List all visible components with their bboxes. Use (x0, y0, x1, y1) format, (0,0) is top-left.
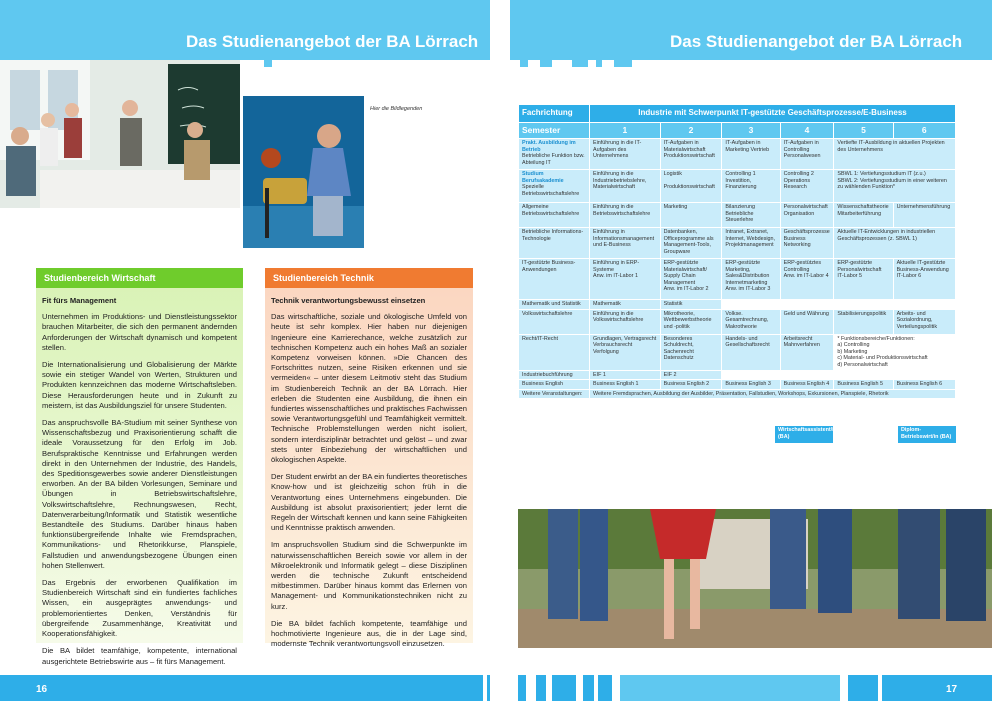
deco-block (596, 60, 602, 67)
cell-line: Besonderes Schuldrecht, Sachenrecht (663, 335, 694, 355)
cell-line: Produktionswirtschaft (663, 153, 715, 160)
table-cell (894, 371, 955, 380)
deco-block (572, 60, 588, 67)
note-line: * Funktionsbereiche/Funktionen: (837, 335, 915, 342)
footer-band-left (0, 675, 483, 701)
wirtschaft-paragraph: Unternehmen im Produktions- und Dienstleistungssektor brauchen Mitarbeiter, die sich den permanent ändernden Anforderungen der Wirtschaft dynamisch und kompetent stellen. (42, 312, 237, 352)
table-row-header: Weitere Veranstaltungen: (519, 390, 589, 399)
deco-block (520, 60, 528, 67)
footer-band (552, 675, 576, 701)
table-row-header (519, 170, 589, 202)
cell-line: IT-Aufgaben in Controlling (783, 140, 819, 153)
table-cell: Marketing (661, 203, 722, 227)
table-cell (834, 371, 892, 380)
table-row-header: Allgemeine Betriebswirtschaftslehre (519, 203, 589, 227)
table-cell: Arbeits- und Sozialordnung, Verteilungspolitik (894, 310, 955, 334)
cell-line: IT-Labor 5 (837, 273, 862, 280)
table-cell (722, 371, 779, 380)
footer-band-right (882, 675, 992, 701)
table-cell: Business English 3 (722, 380, 779, 389)
table-cell: Einführung in die Volkswirtschaftslehre (590, 310, 660, 334)
table-cell (781, 371, 834, 380)
cell-line: Personalwesen (783, 153, 821, 160)
semester-number: 4 (781, 123, 834, 138)
table-cell (894, 300, 955, 309)
table-cell (661, 170, 722, 202)
table-cell: Aktuelle IT-Entwicklungen in industriellen Geschäftsprozessen (z. SBWL 1) (834, 228, 955, 258)
table-cell (722, 170, 779, 202)
table-cell: Unternehmensführung (894, 203, 955, 227)
cell-line: ERP-gestützte Personalwirtschaft (837, 260, 882, 273)
semester-number: 2 (661, 123, 722, 138)
table-cell: Einführung in die IT-Aufgaben des Unternehmens (590, 139, 660, 169)
table-cell (781, 228, 834, 258)
table-cell (661, 259, 722, 299)
table-cell (590, 335, 660, 370)
cell-line: Controlling 1 (725, 171, 756, 177)
table-cell (661, 335, 722, 370)
semester-label: Semester (519, 123, 589, 138)
table-cell: IT-Aufgaben in Marketing Vertrieb (722, 139, 779, 169)
table-cell: Mathematik (590, 300, 660, 309)
table-cell (834, 300, 892, 309)
table-cell: Business English 2 (661, 380, 722, 389)
cell-line: Business Networking (783, 235, 811, 249)
cell-line: SBWL 2: Vertiefungsstudium in einer weiteren zu wählenden Funktion* (837, 177, 947, 191)
technik-title: Studienbereich Technik (265, 268, 473, 288)
deco-block (540, 60, 552, 67)
page-number-right: 17 (946, 684, 958, 695)
table-cell: Mikrotheorie, Wettbewerbstheorie und -politik (661, 310, 722, 334)
table-cell: EIF 2 (661, 371, 722, 380)
deco-block (264, 60, 272, 67)
footer-band (598, 675, 612, 701)
cell-line: Verbrauchsrecht (593, 342, 633, 349)
table-cell (834, 259, 892, 299)
table-row-header: Betriebliche Informations-Technologie (519, 228, 589, 258)
table-cell: Business English 1 (590, 380, 660, 389)
cell-line: Bilanzierung (725, 204, 756, 210)
cell-line: ERP-gestützte Materialwirtschaft/ Supply Chain Management (663, 260, 708, 286)
cell-line: Operations Research (783, 177, 811, 191)
table-cell (722, 259, 779, 299)
table-cell (781, 139, 834, 169)
technik-paragraph: Die BA bildet fachlich kompetente, teamfähige und hochmotivierte Ingenieure aus, die in der Lage sind, modernste Technik verantwortungsvoll einzusetzen. (271, 618, 467, 649)
technik-paragraph: Der Student erwirbt an der BA ein fundiertes theoretisches Know-how und ist gleichzeitig schon früh in die Verantwortung eines Unternehmens eingebunden. Die Ausbildung ist absolut praxisorientiert; jeder lernt die Regeln der Wirtschaft kennen und kann seine Fähigkeiten und Kenntnisse praktisch anwenden. (271, 472, 467, 533)
cell-line: IT-Labor 6 (896, 273, 922, 280)
footer-band (487, 675, 490, 701)
table-cell: Business English 6 (894, 380, 955, 389)
wirtschaft-paragraph: Die Internationalisierung und Globalisierung der Märkte sowie ein stetiger Wandel von Werten, Strukturen und Produkten kennzeichnen das moderne Wirtschaftsleben. Diese Herausforderungen heute und in Zukunft zu meistern, ist das Ausbildungsziel für unsere Studenten. (42, 360, 237, 410)
wirtschaft-paragraph: Das Ergebnis der erworbenen Qualifikation im Studienbereich Wirtschaft sind ein fundiertes fachliches Wissen, ein ausgeprägtes anwendungs- und problemorientiertes Denken, Verständnis für übergreifende Zusammenhänge, Kreativität und Kooperationsfähigkeit. (42, 578, 237, 639)
cell-line: Anw. im IT-Labor 4 (783, 273, 829, 280)
technik-paragraph: Das wirtschaftliche, soziale und ökologische Umfeld von heute ist sehr komplex. Hier haben nur diejenigen Ingenieure eine Karrierechance, welche zusätzlich zur technischen Kompetenz auch ein hohes Maß an sozialer Kompetenz vorweisen können. »Die Chancen des Fortschrittes nutzen, seine Risiken erkennen und sie vermeiden« – unter diesem Leitmotiv steht das Studium im Studienbereich Technik an der BA Lörrach. Hier erleben die Studenten eine Ausbildung, die ihnen ein fundiertes wissenschaftliches und praktisches Fachwissen sowie Verantwortungsgefühl und Teamfähigkeit vermittelt. Technische Problemstellungen werden nicht isoliert, sondern interdisziplinär betrachtet und gelöst – und zwar stets unter Einbeziehung der wirtschaftlichen und ökologischen Aspekte. (271, 312, 467, 465)
fachrichtung-label: Fachrichtung (519, 105, 589, 122)
footer-band (620, 675, 840, 701)
degree-tag: Diplom-Betriebswirt/in (BA) (898, 426, 956, 443)
cell-line: Controlling 2 (783, 171, 814, 177)
table-cell: Volkse. Gesamtrechnung, Makrotheorie (722, 310, 779, 334)
table-cell (722, 203, 779, 227)
classroom-photo (0, 60, 240, 208)
row-sublabel: Betriebliche Funktion bzw. Abteilung IT (522, 153, 585, 166)
fachrichtung-value: Industrie mit Schwerpunkt IT-gestützte Geschäftsprozesse/E-Business (590, 105, 955, 122)
row-label: Prakt. Ausbildung im Betrieb (522, 140, 576, 153)
table-cell (722, 300, 779, 309)
cell-line: IT-Aufgaben in Materialwirtschaft (663, 140, 706, 153)
cell-line: Internetmarketing (725, 279, 768, 286)
table-row-header: Volkswirtschaftslehre (519, 310, 589, 334)
table-cell: Handels- und Gesellschaftsrecht (722, 335, 779, 370)
cell-line: Wissenschaftstheorie (837, 204, 889, 210)
table-row-header (519, 139, 589, 169)
semester-number: 1 (590, 123, 660, 138)
table-cell: Einführung in die Industriebetriebslehre, Materialwirtschaft (590, 170, 660, 202)
note-line: d) Personalwirtschaft (837, 361, 888, 368)
table-row-header: Business English (519, 380, 589, 389)
cell-line: Betriebliche Steuerlehre (725, 210, 754, 224)
table-cell (781, 170, 834, 202)
cell-line: ERP-gestütztes Controlling (783, 260, 822, 273)
cell-line: ERP-gestützte Marketing, Sales&Distribution (725, 260, 770, 280)
table-cell (661, 139, 722, 169)
table-cell (894, 259, 955, 299)
wirtschaft-subtitle: Fit fürs Management (42, 296, 117, 305)
table-cell: Statistik (661, 300, 722, 309)
table-cell (590, 259, 660, 299)
cell-line: Datenschutz (663, 355, 694, 362)
cell-line: Mitarbeiterführung (837, 210, 882, 217)
table-cell (781, 259, 834, 299)
engineering-photo (243, 96, 364, 248)
cell-line: Einführung in ERP-Systeme (593, 260, 640, 273)
table-cell: Einführung in die Betriebswirtschaftslehre (590, 203, 660, 227)
wirtschaft-section (36, 268, 243, 666)
table-row-header: Industriebuchführung (519, 371, 589, 380)
row-sublabel: Spezielle Betriebswirtschaftslehre (522, 184, 580, 197)
table-cell: Intranet, Extranet, Internet, Webdesign, Projektmanagement (722, 228, 779, 258)
table-cell (781, 203, 834, 227)
table-cell (834, 203, 892, 227)
cell-line: Geschäftsprozesse (783, 229, 830, 235)
deco-block (614, 60, 632, 67)
table-cell (781, 300, 834, 309)
semester-number: 5 (834, 123, 892, 138)
technik-section (265, 268, 473, 649)
table-cell (781, 335, 834, 370)
cell-line: Aktuelle IT-gestützte Business-Anwendung (896, 260, 949, 273)
table-row-header: Mathematik und Statistik (519, 300, 589, 309)
technik-paragraph: Im anspruchsvollen Studium sind die Schwerpunkte im naturwissenschaftlichen Bereich sowie vor allem in der Mikroelektronik und Informatik gelegt – diese Disziplinen werden die technische Zukunft entscheidend mitbestimmen. Darüber hinaus kommt das Erlernen von Management- und Kommunikationstechniken nicht zu kurz. (271, 540, 467, 611)
table-cell: Stabilisierungspolitik (834, 310, 892, 334)
table-row-header: Recht/IT-Recht (519, 335, 589, 370)
cell-line: Verfolgung (593, 348, 619, 355)
technik-subtitle: Technik verantwortungsbewusst einsetzen (271, 296, 426, 305)
page-title-left: Das Studienangebot der BA Lörrach (186, 32, 479, 51)
note-line: a) Controlling (837, 342, 870, 349)
note-line: b) Marketing (837, 348, 868, 355)
table-cell: Vertiefte IT-Ausbildung in aktuellen Projekten des Unternehmens (834, 139, 955, 169)
table-cell: Einführung in Informationsmanagement und E-Business (590, 228, 660, 258)
table-cell: EIF 1 (590, 371, 660, 380)
cell-line: SBWL 1: Vertiefungsstudium IT (z.u.) (837, 171, 926, 177)
wirtschaft-paragraph: Das anspruchsvolle BA-Studium mit seiner Synthese von Wissenschaftsbezug und Praxisorientierung schafft die ideale Voraussetzung für den Erfolg im Job. Berufspraktische Kenntnisse und Erfahrungen werden direkt in den Unternehmen der Industrie, des Handels, des Speditionsgewerbes sowie anderer Dienstleistungen erworben. An der BA bilden Vorlesungen, Seminare und Übungen in Betriebswirtschaftslehre, Volkswirtschaftslehre, Rechnungswesen, Recht, Datenverarbeitung/Informatik und Statistik wesentliche Bestandteile des Studiums. Darüber hinaus haben funktionsübergreifende Inhalte wie Fremdsprachen, Kommunikations- und Rhetorikkurse, Planspiele, Fallstudien und anwendungsbezogene Übungen einen hohen Stellenwert. (42, 418, 237, 570)
cell-line: Logistik (663, 171, 682, 177)
semester-number: 6 (894, 123, 955, 138)
note-line: c) Material- und Produktionswirtschaft (837, 355, 928, 362)
row-label: Studium Berufsakademie (522, 171, 564, 184)
page-title-right: Das Studienangebot der BA Lörrach (670, 32, 963, 51)
funktion-note (834, 335, 955, 370)
wirtschaft-title: Studienbereich Wirtschaft (36, 268, 243, 288)
cell-line: Mahnverfahren (783, 342, 820, 349)
footer-band (583, 675, 594, 701)
cell-line: Grundlagen, Vertragsrecht (593, 335, 657, 342)
footer-band (848, 675, 878, 701)
cell-line: Investition, Finanzierung (725, 177, 757, 191)
degree-tag: Wirtschaftsassistent/in (BA) (775, 426, 833, 443)
cell-line: Organisation (783, 210, 815, 217)
footer-band (536, 675, 546, 701)
footer-band (518, 675, 526, 701)
students-walking-photo (518, 509, 992, 648)
cell-line: Arbeitsrecht (783, 335, 813, 342)
table-cell: Geld und Währung (781, 310, 834, 334)
table-cell (834, 170, 955, 202)
table-cell: Business English 4 (781, 380, 834, 389)
cell-line: Anw. im IT-Labor 1 (593, 273, 638, 280)
cell-line: Produktionswirtschaft (663, 184, 715, 191)
photo-caption: Hier die Bildlegenden (370, 106, 423, 112)
page-number-left: 16 (36, 684, 48, 695)
curriculum-table (518, 104, 956, 399)
table-cell: Business English 5 (834, 380, 892, 389)
cell-line: Personalwirtschaft (783, 204, 828, 210)
table-cell: Weitere Fremdsprachen, Ausbildung der Ausbilder, Präsentation, Fallstudien, Workshops, Exkursionen, Planspiele, Rhetorik (590, 390, 955, 399)
table-row-header: IT-gestützte Business-Anwendungen (519, 259, 589, 299)
cell-line: Anw. im IT-Labor 3 (725, 286, 771, 293)
table-cell: Datenbanken, Officeprogramme als Management-Tools, Groupware (661, 228, 722, 258)
semester-number: 3 (722, 123, 779, 138)
wirtschaft-paragraph: Die BA bildet teamfähige, kompetente, international ausgerichtete Betriebswirte aus – fit fürs Management. (42, 646, 237, 666)
cell-line: Anw. im IT-Labor 2 (663, 286, 709, 293)
